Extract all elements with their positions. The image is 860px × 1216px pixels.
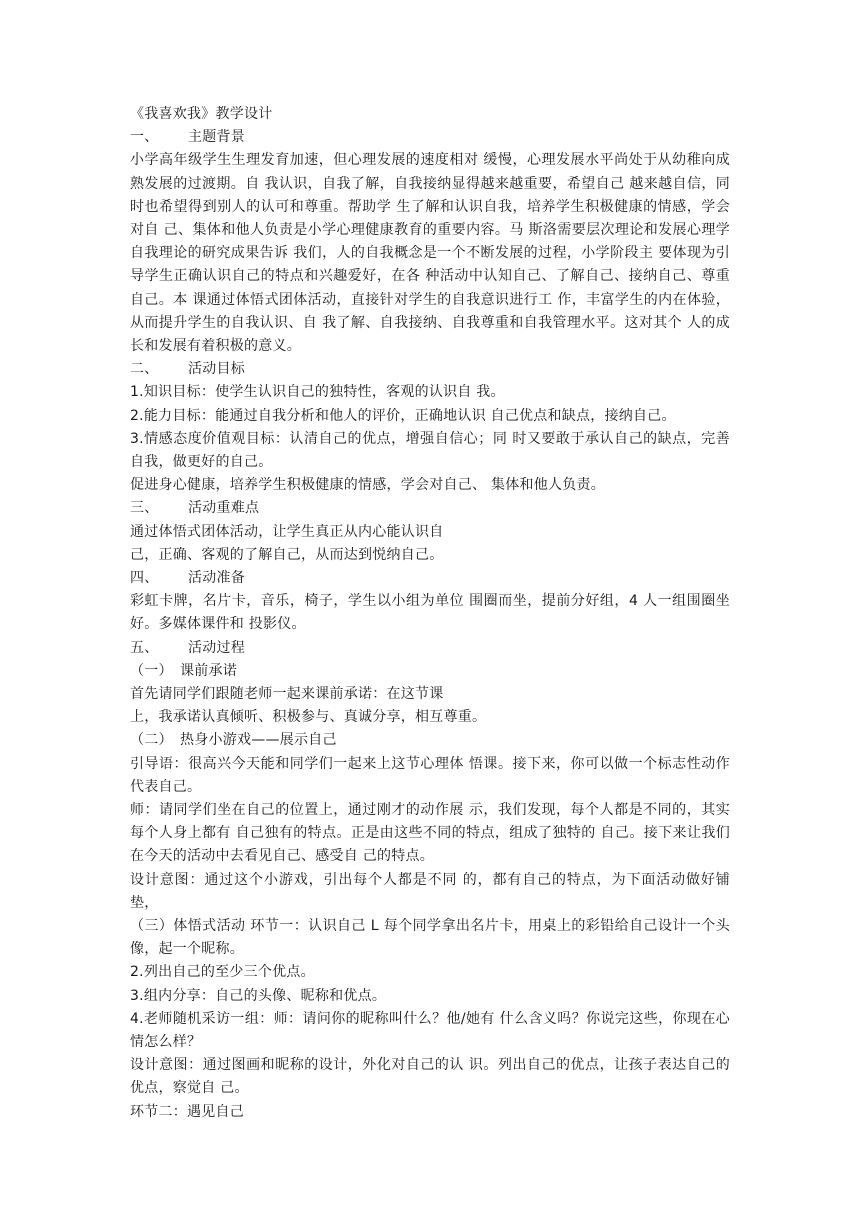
section-number: 五、 — [130, 639, 159, 656]
background-paragraph: 小学高年级学生生理发育加速，但心理发展的速度相对 缓慢，心理发展水平尚处于从幼稚向成熟发展的过渡期。自 我认识，自我了解，自我接纳显得越来越重要，希望自己 越来越自信，同时也希望得到别人的认可和尊重。帮助学 生了解和认识自我，培养学生积极健康的情感，学会对自 己、集体和他人负责是小学心理健康教育的重要内容。马 斯洛需要层次理论和发展心理学自我理论的研究成果告诉 我们，人的自我概念是一个不断发展的过程，小学阶段主 要体现为引导学生正确认识自己的特点和兴趣爱好，在各 种活动中认知自己、了解自己、接纳自己、尊重自己。本 课通过体悟式团体活动，直接针对学生的自我意识进行工 作，丰富学生的内在体验，从而提升学生的自我认识、自 我了解、自我接纳、自我尊重和自我管理水平。这对其个 人的成长和发展有着积极的意义。 — [130, 152, 730, 354]
section-number: 三、 — [130, 500, 159, 517]
goal-emotion: 3.情感态度价值观目标：认清自己的优点，增强自信心；同 时又要敢于承认自己的缺点，完善自我，做更好的自己。 — [130, 430, 730, 470]
design-intent-2: 设计意图：通过图画和昵称的设计，外化对自己的认 识。列出自己的优点，让孩子表达自己的优点，察觉自 己。 — [130, 1057, 730, 1097]
promise-line-1: 首先请同学们跟随老师一起来课前承诺：在这节课 — [130, 685, 444, 702]
section-5-heading — [130, 637, 730, 660]
subsection-title: 热身小游戏——展示自己 — [180, 732, 337, 749]
teacher-paragraph: 师：请同学们坐在自己的位置上，通过刚才的动作展 示，我们发现，每个人都是不同的，其实每个人身上都有 自己独有的特点。正是由这些不同的特点，组成了独特的 自己。接下来让我们在今天的活动中去看见自己、感受自 己的特点。 — [130, 801, 730, 865]
document-page — [130, 103, 730, 1124]
section-title: 主题背景 — [188, 129, 245, 146]
section-title: 活动目标 — [188, 361, 245, 378]
subsection-1-heading — [130, 660, 730, 683]
section-title: 活动准备 — [188, 569, 245, 586]
goal-health: 促进身心健康，培养学生积极健康的情感，学会对自己、 集体和他人负责。 — [130, 477, 605, 494]
key-point-line-1: 通过体悟式团体活动，让学生真正从内心能认识自 — [130, 523, 444, 540]
preparation-paragraph: 彩虹卡牌，名片卡，音乐，椅子，学生以小组为单位 围圈而坐，提前分好组，4 人一组围圈坐好。多媒体课件和 投影仪。 — [130, 593, 730, 633]
design-intent-1: 设计意图：通过这个小游戏，引出每个人都是不同 的，都有自己的特点，为下面活动做好铺垫， — [130, 871, 730, 911]
key-point-line-2: 己，正确、客观的了解自己，从而达到悦纳自己。 — [130, 546, 444, 563]
link-2-heading: 环节二：遇见自己 — [130, 1103, 244, 1120]
step-2: 2.列出自己的至少三个优点。 — [130, 964, 315, 981]
section-title: 活动重难点 — [188, 500, 260, 517]
section-4-heading — [130, 567, 730, 590]
section-1-heading — [130, 126, 730, 149]
document-title: 《我喜欢我》教学设计 — [130, 106, 273, 122]
subsection-title: 课前承诺 — [180, 662, 237, 679]
subsection-number: （一） — [130, 662, 173, 679]
section-title: 活动过程 — [188, 639, 245, 656]
section-number: 一、 — [130, 129, 159, 146]
step-3: 3.组内分享：自己的头像、昵称和优点。 — [130, 987, 387, 1004]
subsection-3-paragraph: （三）体悟式活动 环节一：认识自己 L 每个同学拿出名片卡，用桌上的彩铅给自己设计一个头 像，起一个昵称。 — [130, 917, 730, 958]
promise-line-2: 上，我承诺认真倾听、积极参与、真诚分享，相互尊重。 — [130, 709, 487, 726]
goal-ability: 2.能力目标：能通过自我分析和他人的评价，正确地认识 自己优点和缺点，接纳自己。 — [130, 407, 676, 424]
section-3-heading — [130, 497, 730, 520]
step-4: 4.老师随机采访一组：师：请问你的昵称叫什么？他/她有 什么含义吗？你说完这些，你现在心情怎么样？ — [130, 1010, 730, 1050]
goal-knowledge: 1.知识目标：使学生认识自己的独特性，客观的认识自 我。 — [130, 384, 505, 401]
subsection-2-heading — [130, 729, 730, 752]
intro-paragraph: 引导语：很高兴今天能和同学们一起来上这节心理体 悟课。接下来，你可以做一个标志性动作代表自己。 — [130, 755, 730, 795]
subsection-number: （二） — [130, 732, 173, 749]
section-2-heading — [130, 358, 730, 381]
section-number: 二、 — [130, 361, 159, 378]
section-number: 四、 — [130, 569, 159, 586]
